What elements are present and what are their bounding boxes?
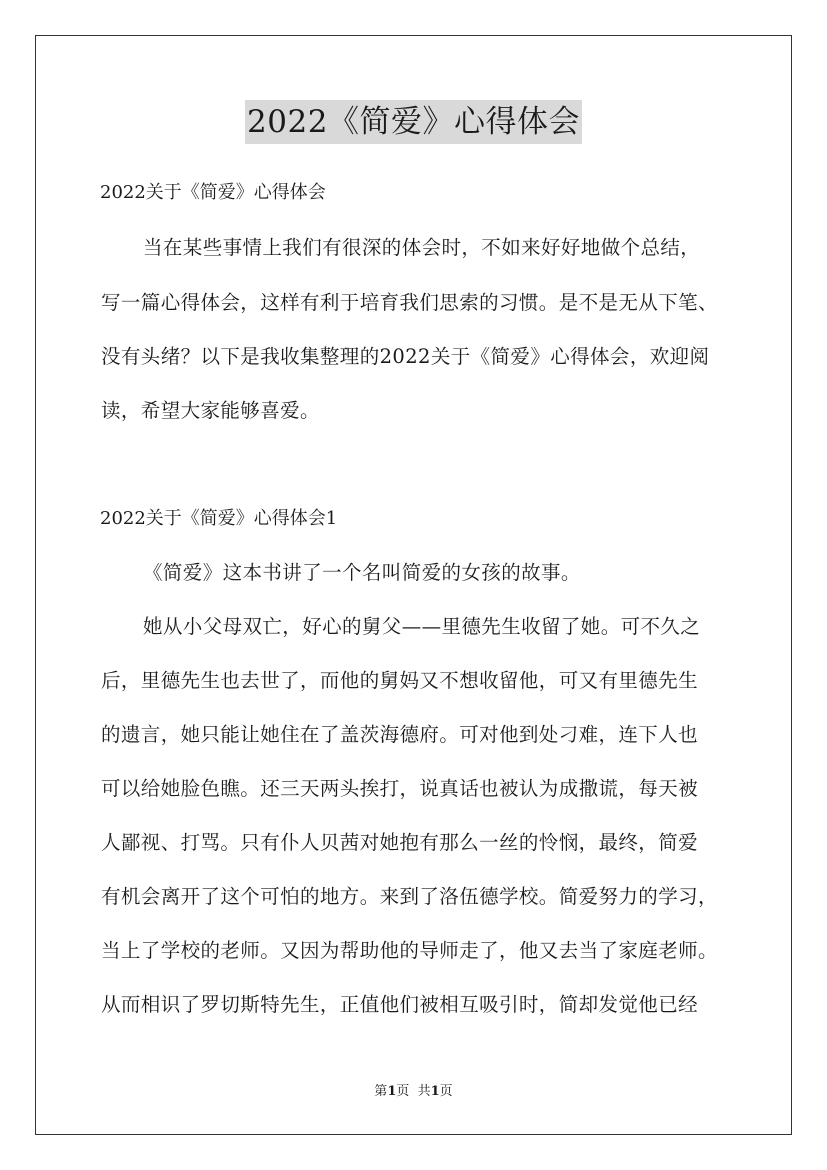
total-page-number: 1	[430, 1084, 440, 1099]
intro-paragraph-line: 没有头绪？以下是我收集整理的2022关于《简爱》心得体会，欢迎阅	[101, 345, 710, 368]
paragraph-line: 可以给她脸色瞧。还三天两头挨打，说真话也被认为成撒谎，每天被	[101, 777, 699, 800]
document-title: 2022《简爱》心得体会	[245, 100, 582, 144]
page-prefix: 第	[374, 1084, 388, 1099]
page-suffix: 页	[439, 1084, 453, 1099]
intro-paragraph-line: 当在某些事情上我们有很深的体会时，不如来好好地做个总结，	[143, 236, 701, 259]
page-footer	[0, 1083, 827, 1101]
paragraph-line: 她从小父母双亡，好心的舅父——里德先生收留了她。可不久之	[143, 615, 701, 638]
paragraph-line: 后，里德先生也去世了，而他的舅妈又不想收留他，可又有里德先生	[101, 669, 699, 692]
paragraph-line: 《简爱》这本书讲了一个名叫简爱的女孩的故事。	[143, 561, 581, 584]
paragraph-line: 有机会离开了这个可怕的地方。来到了洛伍德学校。简爱努力的学习，	[101, 885, 718, 908]
title-container	[0, 100, 827, 144]
paragraph-line: 当上了学校的老师。又因为帮助他的导师走了，他又去当了家庭老师。	[101, 939, 718, 962]
page-mid: 页 共	[396, 1084, 431, 1099]
paragraph-line: 从而相识了罗切斯特先生，正值他们被相互吸引时，简却发觉他已经	[101, 993, 699, 1016]
section-heading-one: 2022关于《简爱》心得体会1	[100, 508, 338, 529]
current-page-number: 1	[387, 1084, 397, 1099]
paragraph-line: 人鄙视、打骂。只有仆人贝茜对她抱有那么一丝的怜悯，最终，简爱	[101, 831, 699, 854]
paragraph-line: 的遗言，她只能让她住在了盖茨海德府。可对他到处刁难，连下人也	[101, 723, 699, 746]
section-heading-intro: 2022关于《简爱》心得体会	[100, 182, 326, 203]
intro-paragraph-line: 读，希望大家能够喜爱。	[101, 399, 320, 422]
intro-paragraph-line: 写一篇心得体会，这样有利于培育我们思索的习惯。是不是无从下笔、	[101, 291, 718, 314]
